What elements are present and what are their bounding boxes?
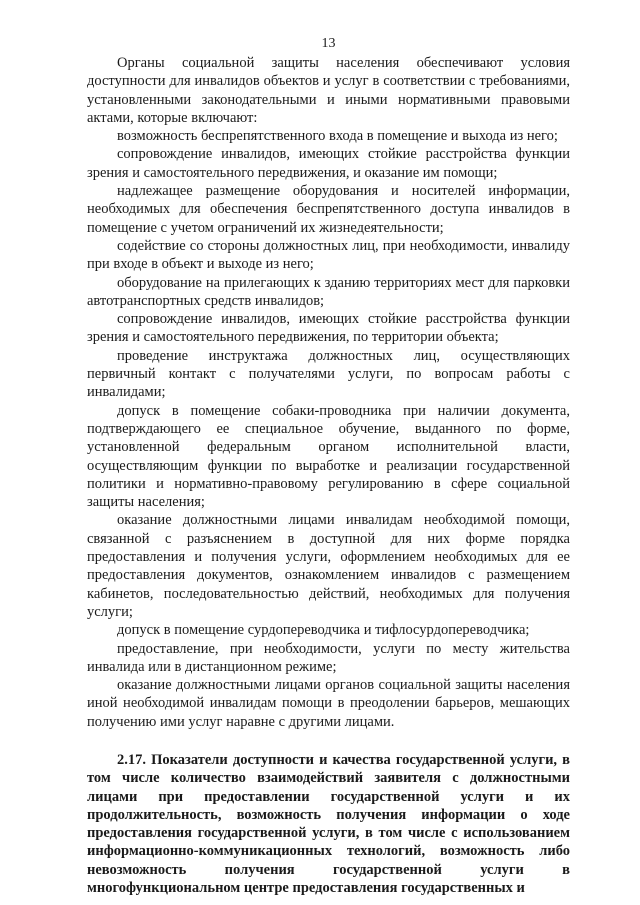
paragraph-item: проведение инструктажа должностных лиц, осуществляющих первичный контакт с получателями услуги, по вопросам работы с инвалидами; [87, 347, 570, 401]
paragraph-item: возможность беспрепятственного входа в помещение и выхода из него; [117, 128, 558, 145]
page-number: 13 [321, 36, 336, 51]
paragraph-item: сопровождение инвалидов, имеющих стойкие расстройства функции зрения и самостоятельного передвижения, по территории объекта; [87, 311, 570, 346]
paragraph-item: сопровождение инвалидов, имеющих стойкие расстройства функции зрения и самостоятельного передвижения, и оказание им помощи; [87, 146, 570, 181]
paragraph-item: допуск в помещение сурдопереводчика и тифлосурдопереводчика; [117, 622, 530, 639]
section-heading: 2.17. Показатели доступности и качества государственной услуги, в том числе количество взаимодействий заявителя с должностными лицами при предоставлении государственной услуги и их продолжительность, возможность получения информации о ходе предоставления государственной услуги, в том числе с использованием информационно-коммуникационных технологий, возможность либо невозможность получения государственной услуги в многофункциональном центре предоставления государственных и [87, 751, 570, 897]
paragraph-intro: Органы социальной защиты населения обеспечивают условия доступности для инвалидов объектов и услуг в соответствии с требованиями, установленными законодательными и иными нормативными правовыми актами, которые включают: [87, 55, 570, 126]
paragraph-item: допуск в помещение собаки-проводника при наличии документа, подтверждающего ее специальное обучение, выданного по форме, установленной федеральным органом исполнительной власти, осуществляющим функции по выработке и реализации государственной политики и нормативно-правовому регулированию в сфере социальной защиты населения; [87, 402, 570, 511]
paragraph-item: оказание должностными лицами инвалидам необходимой помощи, связанной с разъяснением в доступной для них форме порядка предоставления и получения услуги, оформлением необходимых для ее предоставления документов, ознакомлением инвалидов с размещением кабинетов, последовательностью действий, необходимых для получения услуги; [87, 512, 570, 620]
paragraph-item: предоставление, при необходимости, услуги по месту жительства инвалида или в дистанционном режиме; [87, 640, 570, 675]
paragraph-item: оборудование на прилегающих к зданию территориях мест для парковки автотранспортных средств инвалидов; [87, 274, 570, 309]
paragraph-item: надлежащее размещение оборудования и носителей информации, необходимых для обеспечения беспрепятственного доступа инвалидов в помещение с учетом ограничений их жизнедеятельности; [87, 183, 570, 236]
paragraph-item: содействие со стороны должностных лиц, при необходимости, инвалиду при входе в объект и выходе из него; [87, 237, 570, 273]
paragraph-item: оказание должностными лицами органов социальной защиты населения иной необходимой инвалидам помощи в преодолении барьеров, мешающих получению ими услуг наравне с другими лицами. [87, 677, 570, 730]
